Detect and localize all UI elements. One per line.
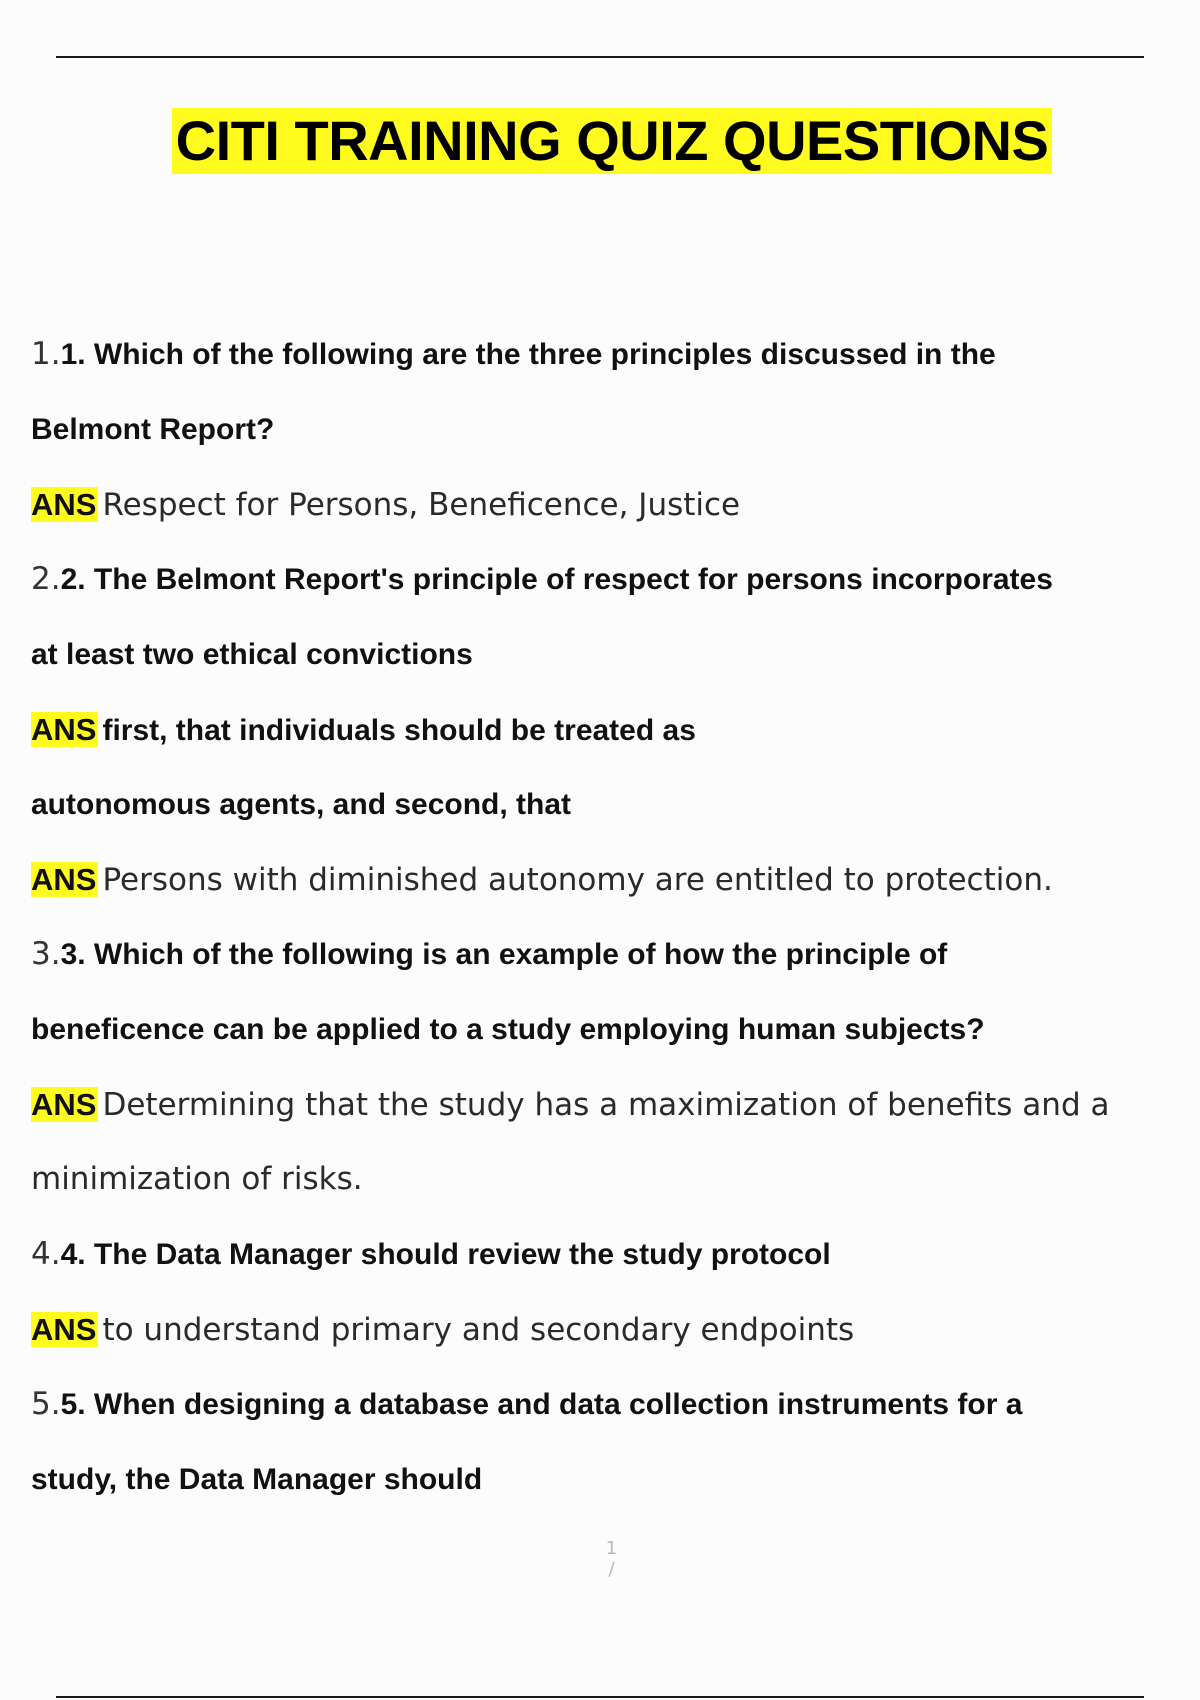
answer-2a xyxy=(31,692,1191,767)
question-2-line-1 xyxy=(31,542,1191,617)
answer-label: ANS xyxy=(31,1087,97,1122)
answer-2b xyxy=(31,842,1191,917)
page-number: 1 / xyxy=(605,1538,619,1580)
question-text: 4. The Data Manager should review the study protocol xyxy=(60,1238,831,1271)
question-number: 3. xyxy=(31,936,61,972)
question-text: at least two ethical convictions xyxy=(31,638,473,671)
question-number: 4. xyxy=(31,1236,61,1272)
title-block xyxy=(0,108,1200,174)
answer-3-continued xyxy=(31,1142,1191,1217)
answer-text: to understand primary and secondary endpoints xyxy=(102,1312,855,1348)
question-text: 5. When designing a database and data collection instruments for a xyxy=(60,1388,1023,1421)
answer-text: Determining that the study has a maximization of benefits and a xyxy=(102,1087,1110,1123)
bottom-rule xyxy=(56,1696,1144,1698)
answer-text: minimization of risks. xyxy=(31,1161,363,1197)
question-number: 1. xyxy=(31,336,61,372)
question-number: 2. xyxy=(31,561,61,597)
question-text: Belmont Report? xyxy=(31,413,275,446)
question-text: 3. Which of the following is an example of how the principle of xyxy=(60,938,948,971)
question-text: 1. Which of the following are the three principles discussed in the xyxy=(60,338,996,371)
question-2-line-2 xyxy=(31,617,1191,692)
question-text: 2. The Belmont Report's principle of respect for persons incorporates xyxy=(60,563,1053,596)
question-number: 5. xyxy=(31,1386,61,1422)
answer-text: Persons with diminished autonomy are entitled to protection. xyxy=(102,862,1053,898)
answer-label: ANS xyxy=(31,487,97,522)
question-5-line-2 xyxy=(31,1442,1191,1517)
answer-text: first, that individuals should be treated as xyxy=(102,714,696,747)
answer-2a-continued xyxy=(31,767,1191,842)
question-3-line-1 xyxy=(31,917,1191,992)
answer-3 xyxy=(31,1067,1191,1142)
document-title: CITI TRAINING QUIZ QUESTIONS xyxy=(172,108,1053,174)
question-1-line-2 xyxy=(31,392,1191,467)
question-text: study, the Data Manager should xyxy=(31,1463,483,1496)
answer-text: Respect for Persons, Beneficence, Justice xyxy=(102,487,741,523)
question-3-line-2 xyxy=(31,992,1191,1067)
question-text: beneficence can be applied to a study employing human subjects? xyxy=(31,1013,985,1046)
answer-1 xyxy=(31,467,1191,542)
quiz-content xyxy=(31,317,1191,1517)
question-5-line-1 xyxy=(31,1367,1191,1442)
answer-label: ANS xyxy=(31,712,97,747)
answer-4 xyxy=(31,1292,1191,1367)
answer-label: ANS xyxy=(31,862,97,897)
question-4-line-1 xyxy=(31,1217,1191,1292)
answer-text: autonomous agents, and second, that xyxy=(31,788,572,821)
top-rule xyxy=(56,56,1144,58)
answer-label: ANS xyxy=(31,1312,97,1347)
question-1-line-1 xyxy=(31,317,1191,392)
